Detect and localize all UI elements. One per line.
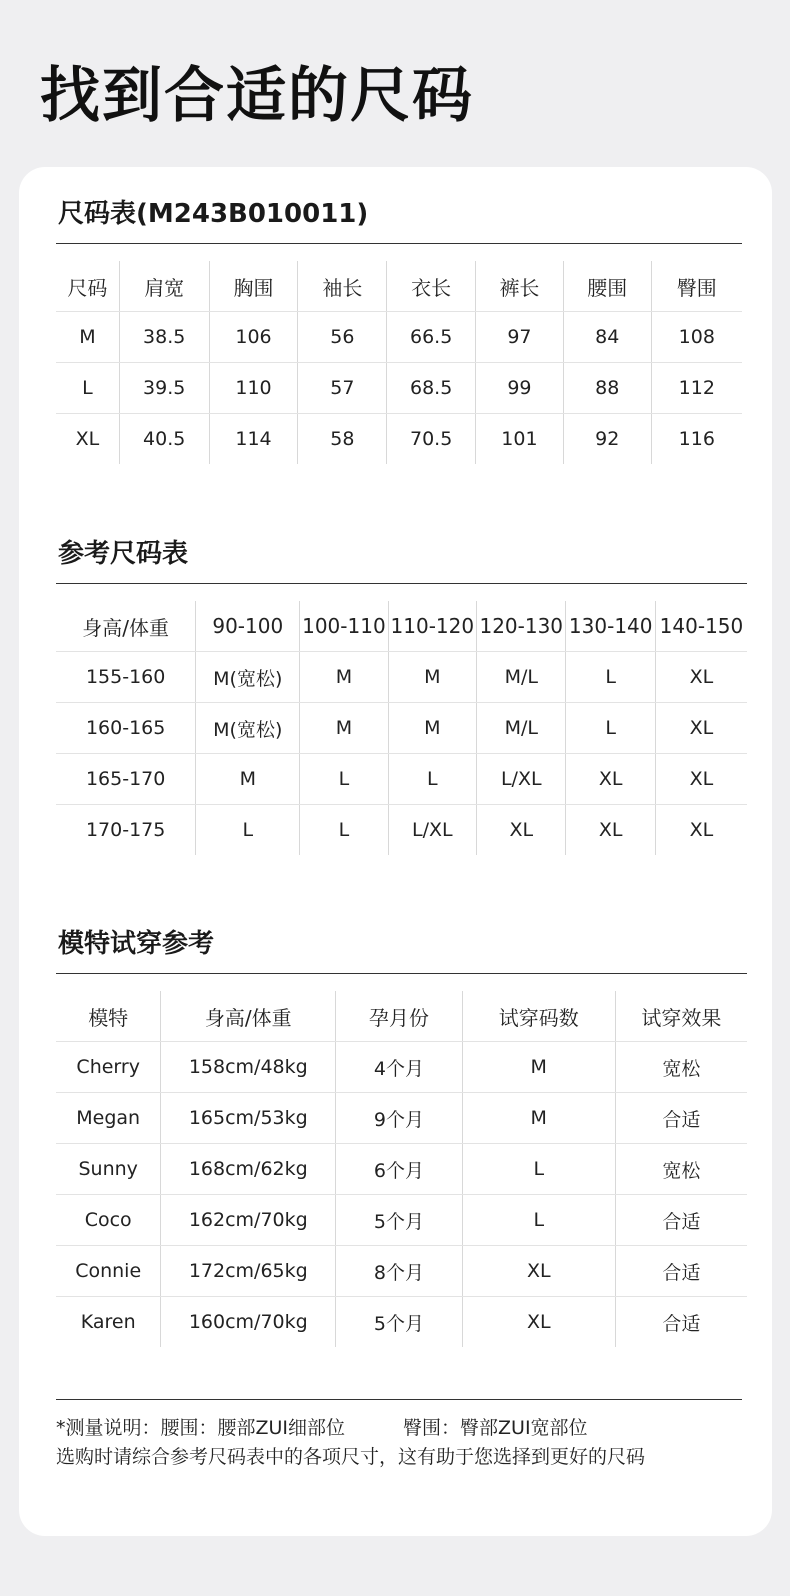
table-cell: M <box>300 652 388 703</box>
column-header: 孕月份 <box>336 991 462 1042</box>
column-header: 胸围 <box>209 261 298 312</box>
table-row <box>56 754 747 805</box>
table-cell: L <box>300 754 388 805</box>
table-cell: 110 <box>209 363 298 414</box>
table-cell: 114 <box>209 414 298 465</box>
column-header: 身高/体重 <box>56 601 196 652</box>
table-cell: 116 <box>651 414 742 465</box>
table-cell: 165-170 <box>56 754 196 805</box>
size-chart-title: 尺码表(M243B010011) <box>58 199 369 229</box>
table-row <box>56 1195 747 1246</box>
table-row <box>56 805 747 856</box>
table-cell: L <box>388 754 476 805</box>
table-cell: XL <box>477 805 566 856</box>
table-row <box>56 312 742 363</box>
column-header: 衣长 <box>387 261 476 312</box>
table-cell: L <box>566 703 655 754</box>
column-header: 试穿效果 <box>615 991 747 1042</box>
table-cell: 68.5 <box>387 363 476 414</box>
table-cell: 5个月 <box>336 1195 462 1246</box>
table-cell: 162cm/70kg <box>161 1195 336 1246</box>
table-cell: 5个月 <box>336 1297 462 1348</box>
table-cell: 合适 <box>615 1195 747 1246</box>
table-cell: XL <box>655 754 747 805</box>
table-row <box>56 1042 747 1093</box>
column-header: 腰围 <box>563 261 651 312</box>
column-header: 裤长 <box>476 261 564 312</box>
divider <box>56 583 747 584</box>
divider <box>56 973 747 974</box>
table-cell: L <box>300 805 388 856</box>
table-cell: M <box>56 312 119 363</box>
column-header: 臀围 <box>651 261 742 312</box>
table-cell: L <box>462 1195 615 1246</box>
table-cell: 92 <box>563 414 651 465</box>
table-cell: Sunny <box>56 1144 161 1195</box>
table-row <box>56 652 747 703</box>
table-cell: M <box>388 652 476 703</box>
table-cell: L <box>56 363 119 414</box>
table-cell: 57 <box>298 363 387 414</box>
table-cell: 38.5 <box>119 312 209 363</box>
table-cell: L <box>196 805 300 856</box>
table-cell: M(宽松) <box>196 652 300 703</box>
column-header: 身高/体重 <box>161 991 336 1042</box>
table-cell: 112 <box>651 363 742 414</box>
table-cell: 40.5 <box>119 414 209 465</box>
size-chart-table <box>56 261 742 464</box>
table-cell: XL <box>462 1246 615 1297</box>
table-cell: 合适 <box>615 1297 747 1348</box>
table-cell: 172cm/65kg <box>161 1246 336 1297</box>
table-cell: 70.5 <box>387 414 476 465</box>
table-cell: M(宽松) <box>196 703 300 754</box>
table-cell: 合适 <box>615 1246 747 1297</box>
column-header: 尺码 <box>56 261 119 312</box>
table-cell: M <box>388 703 476 754</box>
table-row <box>56 363 742 414</box>
column-header: 120-130 <box>477 601 566 652</box>
table-cell: 106 <box>209 312 298 363</box>
model-chart-table <box>56 991 747 1347</box>
column-header: 肩宽 <box>119 261 209 312</box>
table-cell: Connie <box>56 1246 161 1297</box>
table-cell: 108 <box>651 312 742 363</box>
table-cell: 56 <box>298 312 387 363</box>
table-cell: 66.5 <box>387 312 476 363</box>
reference-chart-table <box>56 601 747 855</box>
table-cell: 160-165 <box>56 703 196 754</box>
table-cell: M/L <box>477 703 566 754</box>
table-cell: 6个月 <box>336 1144 462 1195</box>
table-cell: L/XL <box>477 754 566 805</box>
table-cell: L/XL <box>388 805 476 856</box>
table-cell: 9个月 <box>336 1093 462 1144</box>
table-cell: M/L <box>477 652 566 703</box>
table-header-row <box>56 261 742 312</box>
note-hip: 臀围：臀部ZUI宽部位 <box>403 1417 588 1439</box>
table-cell: 160cm/70kg <box>161 1297 336 1348</box>
table-cell: 合适 <box>615 1093 747 1144</box>
table-cell: Megan <box>56 1093 161 1144</box>
table-cell: 58 <box>298 414 387 465</box>
table-cell: 88 <box>563 363 651 414</box>
table-row <box>56 1093 747 1144</box>
table-cell: L <box>566 652 655 703</box>
table-cell: 8个月 <box>336 1246 462 1297</box>
table-cell: L <box>462 1144 615 1195</box>
table-cell: 158cm/48kg <box>161 1042 336 1093</box>
column-header: 100-110 <box>300 601 388 652</box>
table-cell: 宽松 <box>615 1144 747 1195</box>
table-cell: 4个月 <box>336 1042 462 1093</box>
table-cell: XL <box>655 703 747 754</box>
table-cell: 39.5 <box>119 363 209 414</box>
table-row <box>56 1144 747 1195</box>
note-waist: *测量说明：腰围：腰部ZUI细部位 <box>56 1417 346 1439</box>
table-cell: 101 <box>476 414 564 465</box>
column-header: 袖长 <box>298 261 387 312</box>
table-cell: M <box>462 1093 615 1144</box>
table-cell: Coco <box>56 1195 161 1246</box>
table-header-row <box>56 601 747 652</box>
size-chart-section <box>56 197 742 464</box>
reference-chart-section <box>56 537 747 855</box>
column-header: 试穿码数 <box>462 991 615 1042</box>
table-cell: M <box>462 1042 615 1093</box>
table-cell: XL <box>655 652 747 703</box>
measurement-note <box>56 1399 742 1472</box>
column-header: 140-150 <box>655 601 747 652</box>
table-row <box>56 703 747 754</box>
table-cell: 宽松 <box>615 1042 747 1093</box>
table-cell: 155-160 <box>56 652 196 703</box>
table-row <box>56 1297 747 1348</box>
column-header: 90-100 <box>196 601 300 652</box>
table-cell: Cherry <box>56 1042 161 1093</box>
table-cell: 99 <box>476 363 564 414</box>
table-row <box>56 1246 747 1297</box>
table-cell: 97 <box>476 312 564 363</box>
note-advice: 选购时请综合参考尺码表中的各项尺寸，这有助于您选择到更好的尺码 <box>56 1446 646 1468</box>
table-cell: XL <box>566 754 655 805</box>
table-cell: Karen <box>80 1311 136 1333</box>
table-cell: XL <box>75 428 100 450</box>
column-header: 模特 <box>56 991 161 1042</box>
table-cell: 170-175 <box>85 819 166 841</box>
table-cell: M <box>196 754 300 805</box>
table-header-row <box>56 991 747 1042</box>
table-cell: 84 <box>563 312 651 363</box>
reference-chart-title: 参考尺码表 <box>58 539 189 569</box>
table-row <box>56 414 742 465</box>
table-cell: 168cm/62kg <box>161 1144 336 1195</box>
page-title: 找到合适的尺码 <box>40 61 474 131</box>
table-cell: M <box>300 703 388 754</box>
table-cell: 165cm/53kg <box>161 1093 336 1144</box>
column-header: 130-140 <box>566 601 655 652</box>
model-chart-title: 模特试穿参考 <box>58 929 215 959</box>
model-chart-section <box>56 927 747 1347</box>
column-header: 110-120 <box>388 601 476 652</box>
table-cell: XL <box>462 1297 615 1348</box>
table-cell: XL <box>655 805 747 856</box>
size-guide-card <box>19 167 772 1536</box>
table-cell: XL <box>566 805 655 856</box>
divider <box>56 243 742 244</box>
